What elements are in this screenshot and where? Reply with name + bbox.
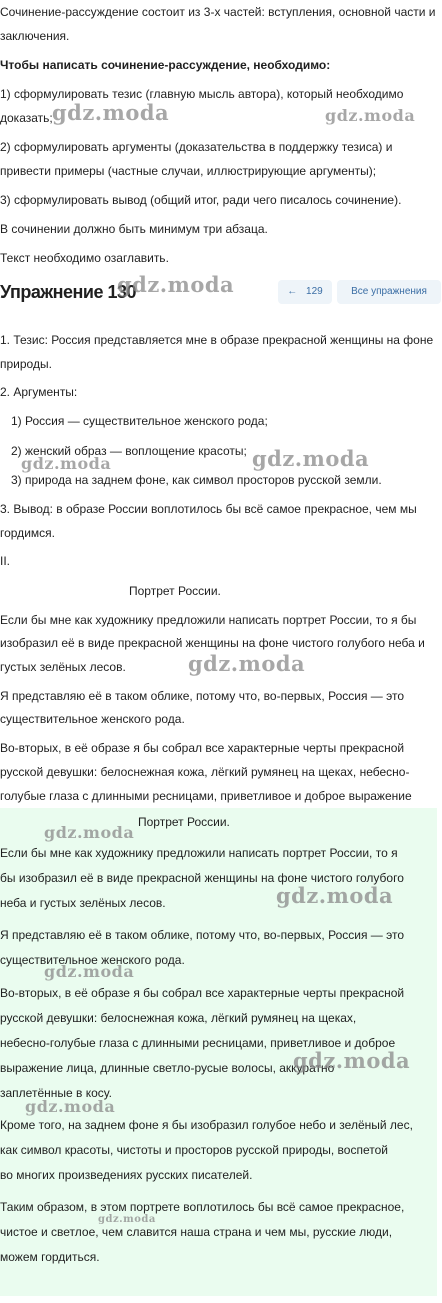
essay-line: бы изобразил её в виде прекрасной женщины на фоне чистого голубого	[0, 871, 404, 885]
plan-argument: 3) природа на заднем фоне, как символ просторов русской земли.	[11, 473, 382, 487]
essay-line: Во-вторых, в её образе я бы собрал все характерные черты прекрасной	[0, 741, 405, 755]
intro-bold-line: Чтобы написать сочинение-рассуждение, необходимо:	[0, 58, 331, 72]
intro-item: 3) сформулировать вывод (общий итог, ради чего писалось сочинение).	[0, 193, 402, 207]
essay-line: Я представляю её в таком облике, потому что, во-первых, Россия — это	[0, 689, 405, 703]
essay-line: существительное женского рода.	[0, 953, 185, 967]
watermark: gdz.moda	[117, 272, 235, 297]
essay-line: выражение лица, длинные светло-русые волосы, аккуратно	[0, 1061, 335, 1075]
watermark: gdz.moda	[25, 1097, 116, 1116]
watermark: gdz.moda	[44, 962, 135, 981]
watermark: gdz.moda	[98, 1214, 156, 1225]
essay-line: русской девушки: белоснежная кожа, лёгкий румянец на щеках, небесно-	[0, 765, 410, 779]
watermark: gdz.moda	[276, 883, 394, 908]
watermark: gdz.moda	[21, 454, 112, 473]
intro-item: доказать;	[0, 111, 53, 125]
essay-line: существительное женского рода.	[0, 712, 185, 726]
prev-exercise-label: 129	[306, 286, 323, 297]
plan-conclusion: 3. Вывод: в образе России воплотилось бы всё самое прекрасное, чем мы	[0, 502, 417, 516]
intro-line: заключения.	[0, 29, 70, 43]
essay-line: Я представляю её в таком облике, потому что, во-первых, Россия — это	[0, 928, 405, 942]
essay-line: как символ красоты, чистоты и просторов русской природы, воспетой	[0, 1143, 388, 1157]
intro-line: Сочинение-рассуждение состоит из 3-х частей: вступления, основной части и	[0, 5, 436, 19]
essay-title: Портрет России.	[129, 584, 221, 598]
arrow-left-icon: ←	[287, 286, 298, 297]
intro-note: Текст необходимо озаглавить.	[0, 251, 169, 265]
essay-line: изобразил её в виде прекрасной женщины на фоне чистого голубого неба и	[0, 636, 425, 650]
essay-line: Кроме того, на заднем фоне я бы изобразил голубое небо и зелёный лес,	[0, 1118, 413, 1132]
intro-item: 2) сформулировать аргументы (доказательства в поддержку тезиса) и	[0, 140, 393, 154]
plan-thesis: 1. Тезис: Россия представляется мне в образе прекрасной женщины на фоне	[0, 333, 434, 347]
plan-args-title: 2. Аргументы:	[0, 385, 78, 399]
watermark: gdz.moda	[52, 100, 170, 125]
essay-title: Портрет России.	[138, 815, 230, 829]
essay-line: Если бы мне как художнику предложили написать портрет России, то я бы	[0, 613, 417, 627]
essay-line: русской девушки: белоснежная кожа, лёгкий румянец на щеках,	[0, 1011, 357, 1025]
plan-argument: 1) Россия — существительное женского рода;	[11, 414, 268, 428]
watermark: gdz.moda	[44, 823, 135, 842]
intro-item: 1) сформулировать тезис (главную мысль автора), который необходимо	[0, 87, 404, 101]
essay-line: во многих произведениях русских писателей.	[0, 1168, 253, 1182]
essay-line: Во-вторых, в её образе я бы собрал все характерные черты прекрасной	[0, 986, 405, 1000]
intro-item: привести примеры (частные случаи, иллюстрирующие аргументы);	[0, 164, 377, 178]
essay-line: Таким образом, в этом портрете воплотилось бы всё самое прекрасное,	[0, 1200, 405, 1214]
essay-line: чистое и светлое, чем славится наша страна и чем мы, русские люди,	[0, 1225, 393, 1239]
watermark: gdz.moda	[293, 1048, 411, 1073]
plan-thesis: природы.	[0, 357, 52, 371]
essay-line: неба и густых зелёных лесов.	[0, 896, 166, 910]
prev-exercise-button[interactable]	[278, 280, 332, 304]
watermark: gdz.moda	[252, 446, 370, 471]
plan-conclusion: гордимся.	[0, 526, 55, 540]
essay-line: небесно-голубые глаза с длинными ресницами, приветливое и доброе	[0, 1036, 396, 1050]
exercise-title: Упражнение 130	[0, 282, 137, 302]
essay-line: можем гордиться.	[0, 1250, 100, 1264]
essay-line: голубые глаза с длинными ресницами, приветливое и доброе выражение	[0, 789, 412, 803]
all-exercises-button[interactable]: Все упражнения	[337, 280, 441, 304]
intro-note: В сочинении должно быть минимум три абзаца.	[0, 222, 268, 236]
watermark: gdz.moda	[188, 651, 306, 676]
watermark: gdz.moda	[325, 106, 416, 125]
part-two-label: II.	[0, 554, 11, 568]
essay-line: Если бы мне как художнику предложили написать портрет России, то я	[0, 846, 398, 860]
essay-line: заплетённые в косу.	[0, 1086, 112, 1100]
essay-line: густых зелёных лесов.	[0, 660, 126, 674]
plan-argument: 2) женский образ — воплощение красоты;	[11, 444, 247, 458]
